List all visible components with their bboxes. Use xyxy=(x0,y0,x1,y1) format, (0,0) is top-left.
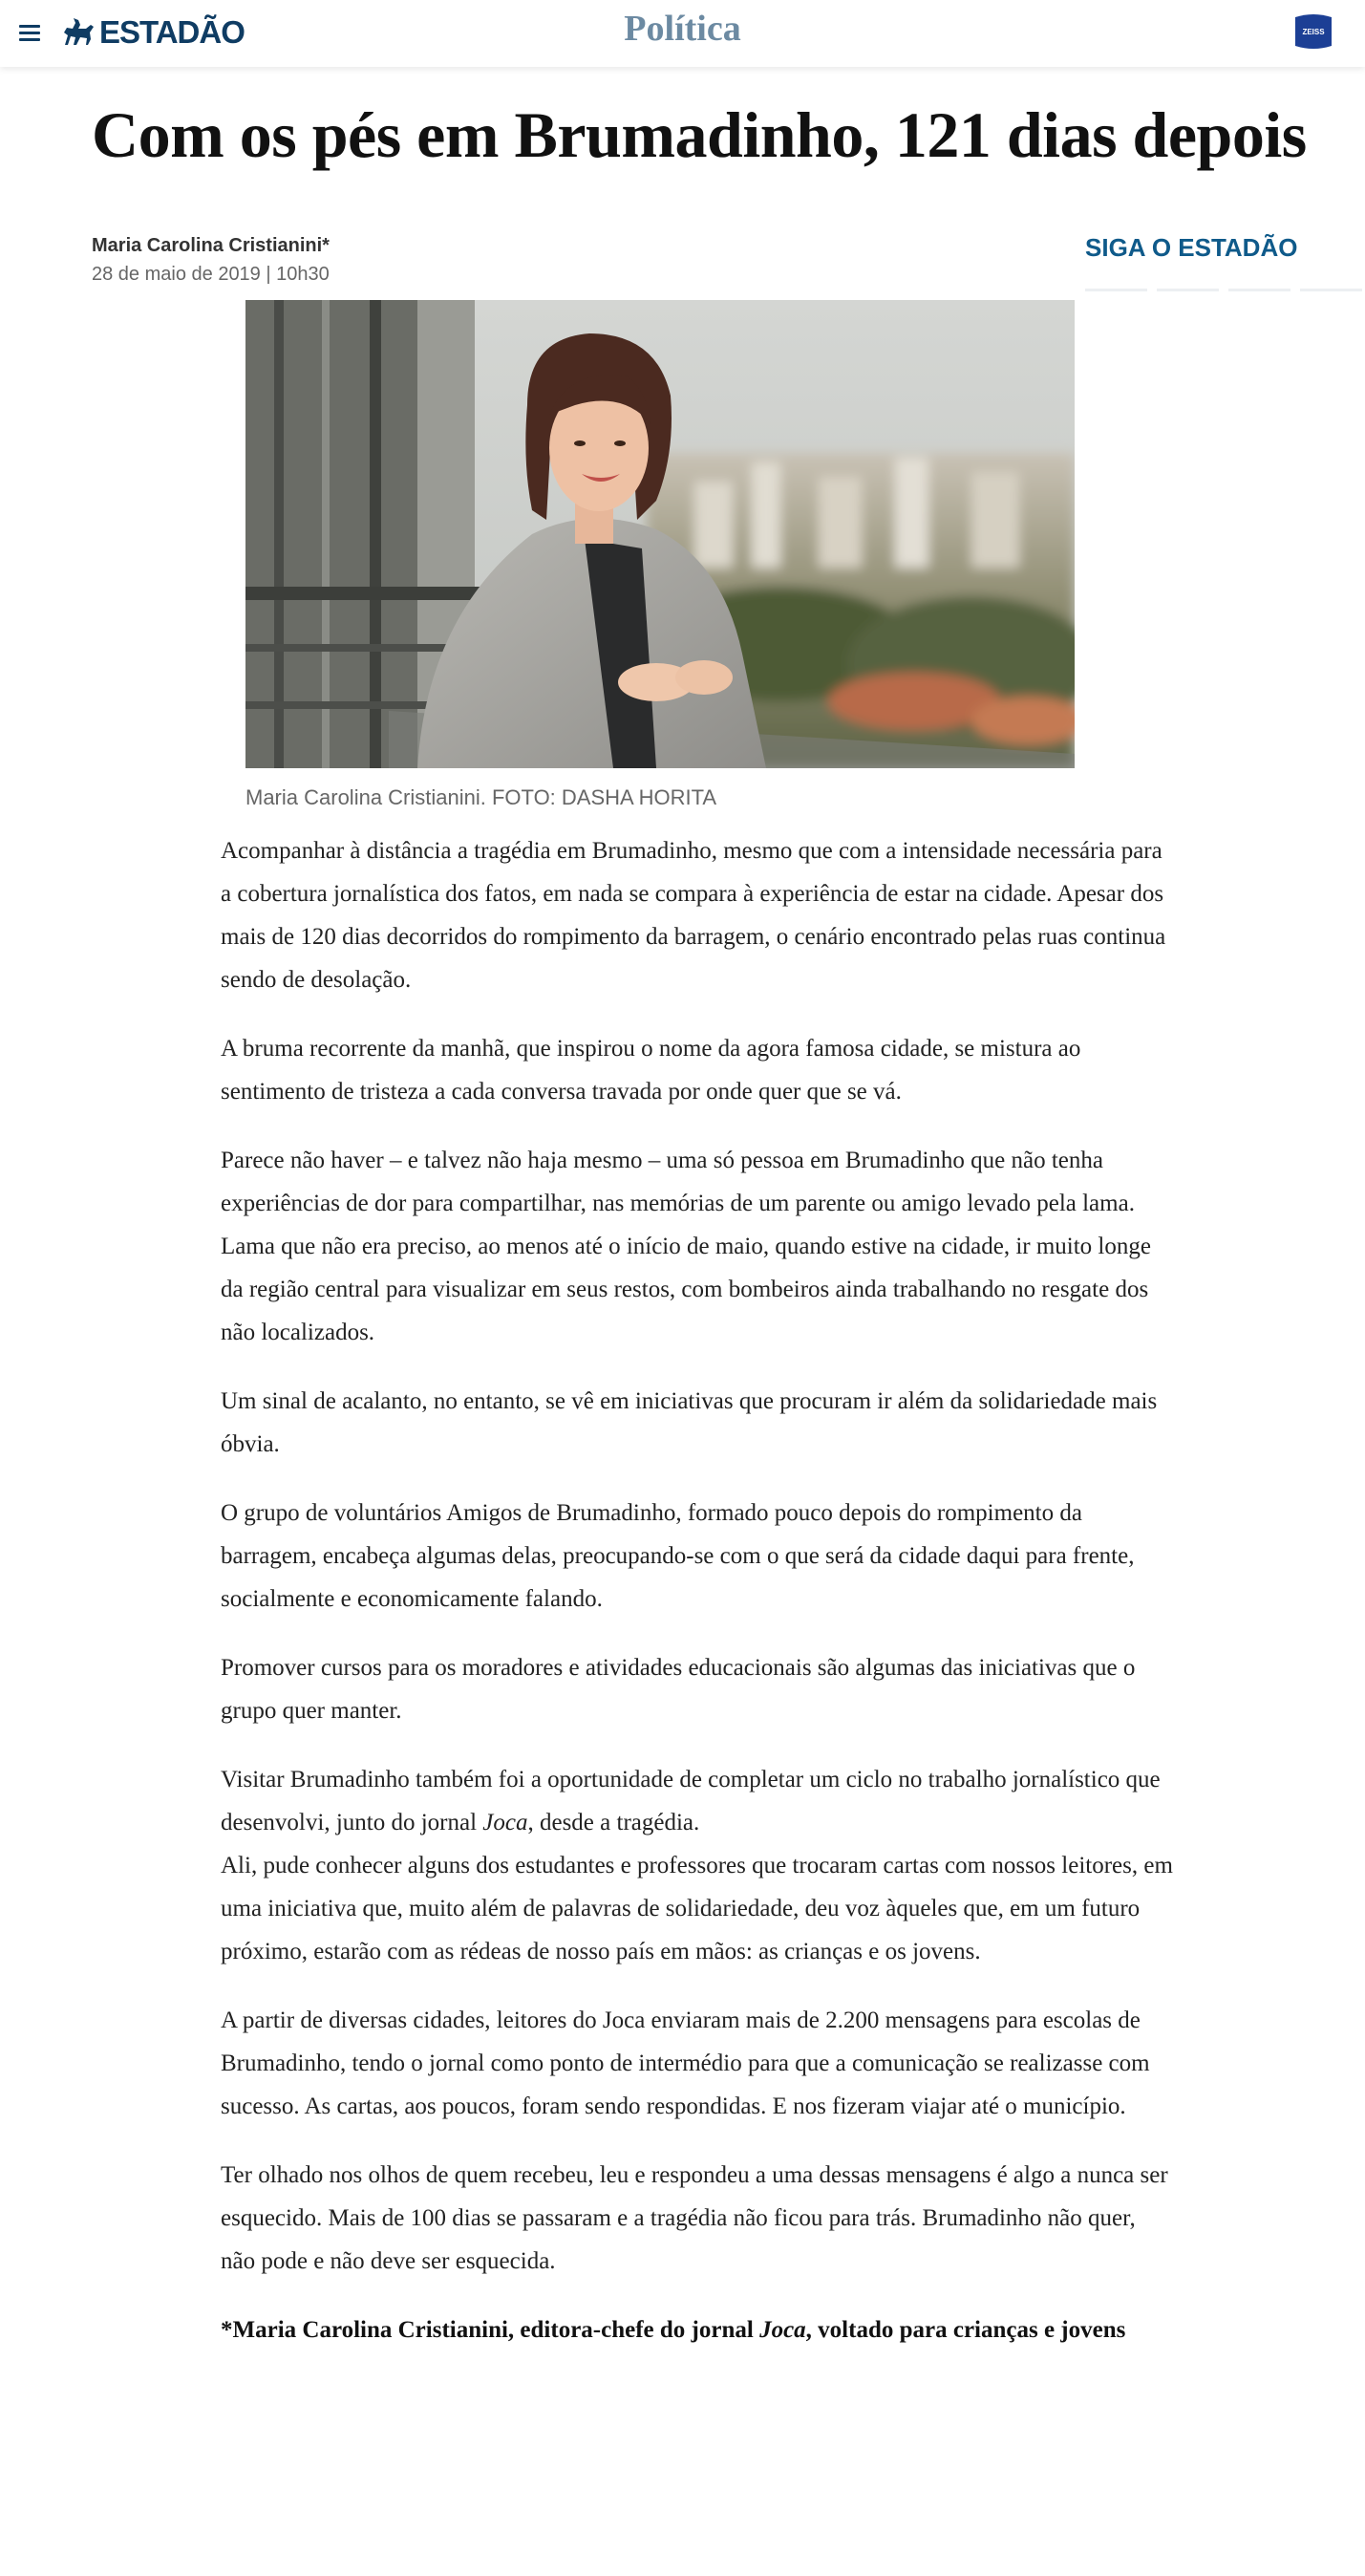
social-share-button[interactable] xyxy=(1300,289,1362,291)
zeiss-ad-icon[interactable] xyxy=(1295,13,1332,50)
article-paragraph: Acompanhar à distância a tragédia em Brumadinho, mesmo que com a intensidade necessária para a cobertura jornalística dos fatos, em nada se compara à experiência de estar na cidade. Apesar dos mais de 120 dias decorridos do rompimento da barragem, o cenário encontrado pelas ruas continua sendo de desolação. xyxy=(221,838,1166,993)
signature-text: *Maria Carolina Cristianini, editora-chefe do jornal xyxy=(221,2317,760,2343)
article-paragraph: Promover cursos para os moradores e atividades educacionais são algumas das iniciativas que o grupo quer manter. xyxy=(221,1655,1136,1724)
signature-text: , voltado para crianças e jovens xyxy=(805,2317,1126,2343)
article-paragraph xyxy=(221,1758,1176,1844)
author-name[interactable]: Maria Carolina Cristianini* xyxy=(92,235,330,256)
article-body xyxy=(221,829,1176,2377)
article-paragraph: Ter olhado nos olhos de quem recebeu, leu e respondeu a uma dessas mensagens é algo a nunca ser esquecido. Mais de 100 dias se passaram e a tragédia não ficou para trás. Brumadinho não quer, não pode e não deve ser esquecida. xyxy=(221,2162,1168,2274)
article-paragraph: Um sinal de acalanto, no entanto, se vê em iniciativas que procuram ir além da solidariedade mais óbvia. xyxy=(221,1388,1158,1457)
joca-emphasis: Joca xyxy=(759,2317,806,2343)
joca-emphasis: Joca xyxy=(482,1810,528,1835)
article-paragraph: O grupo de voluntários Amigos de Brumadinho, formado pouco depois do rompimento da barragem, encabeça algumas delas, preocupando-se com o que será da cidade daqui para frente, socialmente e economicamente falando. xyxy=(221,1500,1135,1612)
article-headline: Com os pés em Brumadinho, 121 dias depois xyxy=(92,98,1307,171)
social-share-row xyxy=(1085,289,1362,294)
svg-text:ZEISS: ZEISS xyxy=(1302,28,1325,36)
social-share-button[interactable] xyxy=(1085,289,1147,291)
publish-date: 28 de maio de 2019 | 10h30 xyxy=(92,264,330,285)
article-photo xyxy=(245,300,1075,768)
follow-estadao-link[interactable]: SIGA O ESTADÃO xyxy=(1085,233,1298,262)
article-paragraph: Lama que não era preciso, ao menos até o início de maio, quando estive na cidade, ir muito longe da região central para visualizar em seus restos, com bombeiros ainda trabalhando no resgate dos não localizados. xyxy=(221,1234,1151,1345)
top-bar xyxy=(0,0,1365,67)
section-title[interactable]: Política xyxy=(624,9,741,49)
paragraph-text: , desde a tragédia. xyxy=(527,1810,700,1835)
paragraph-text: Visitar Brumadinho também foi a oportunidade de completar um ciclo no trabalho jornalístico que desenvolvi, junto do jornal xyxy=(221,1767,1161,1835)
photo-caption: Maria Carolina Cristianini. FOTO: DASHA HORITA xyxy=(245,785,717,809)
article-paragraph: A partir de diversas cidades, leitores do Joca enviaram mais de 2.200 mensagens para escolas de Brumadinho, tendo o jornal como ponto de intermédio para que a comunicação se realizasse com sucesso. As cartas, aos poucos, foram sendo respondidas. E nos fizeram viajar até o município. xyxy=(221,2007,1150,2119)
social-share-button[interactable] xyxy=(1157,289,1219,291)
article-paragraph: Parece não haver – e talvez não haja mesmo – uma só pessoa em Brumadinho que não tenha experiências de dor para compartilhar, nas memórias de um parente ou amigo levado pela lama. xyxy=(221,1148,1135,1216)
logo-text: ESTADÃO xyxy=(99,14,245,50)
article-paragraph: Ali, pude conhecer alguns dos estudantes e professores que trocaram cartas com nossos leitores, em uma iniciativa que, muito além de palavras de solidariedade, deu voz àqueles que, em um futuro próximo, estarão com as rédeas de nosso país em mãos: as crianças e os jovens. xyxy=(221,1853,1173,1964)
social-share-button[interactable] xyxy=(1228,289,1290,291)
article-paragraph: A bruma recorrente da manhã, que inspirou o nome da agora famosa cidade, se mistura ao sentimento de tristeza a cada conversa travada por onde quer que se vá. xyxy=(221,1036,1081,1105)
author-signature xyxy=(221,2308,1176,2351)
